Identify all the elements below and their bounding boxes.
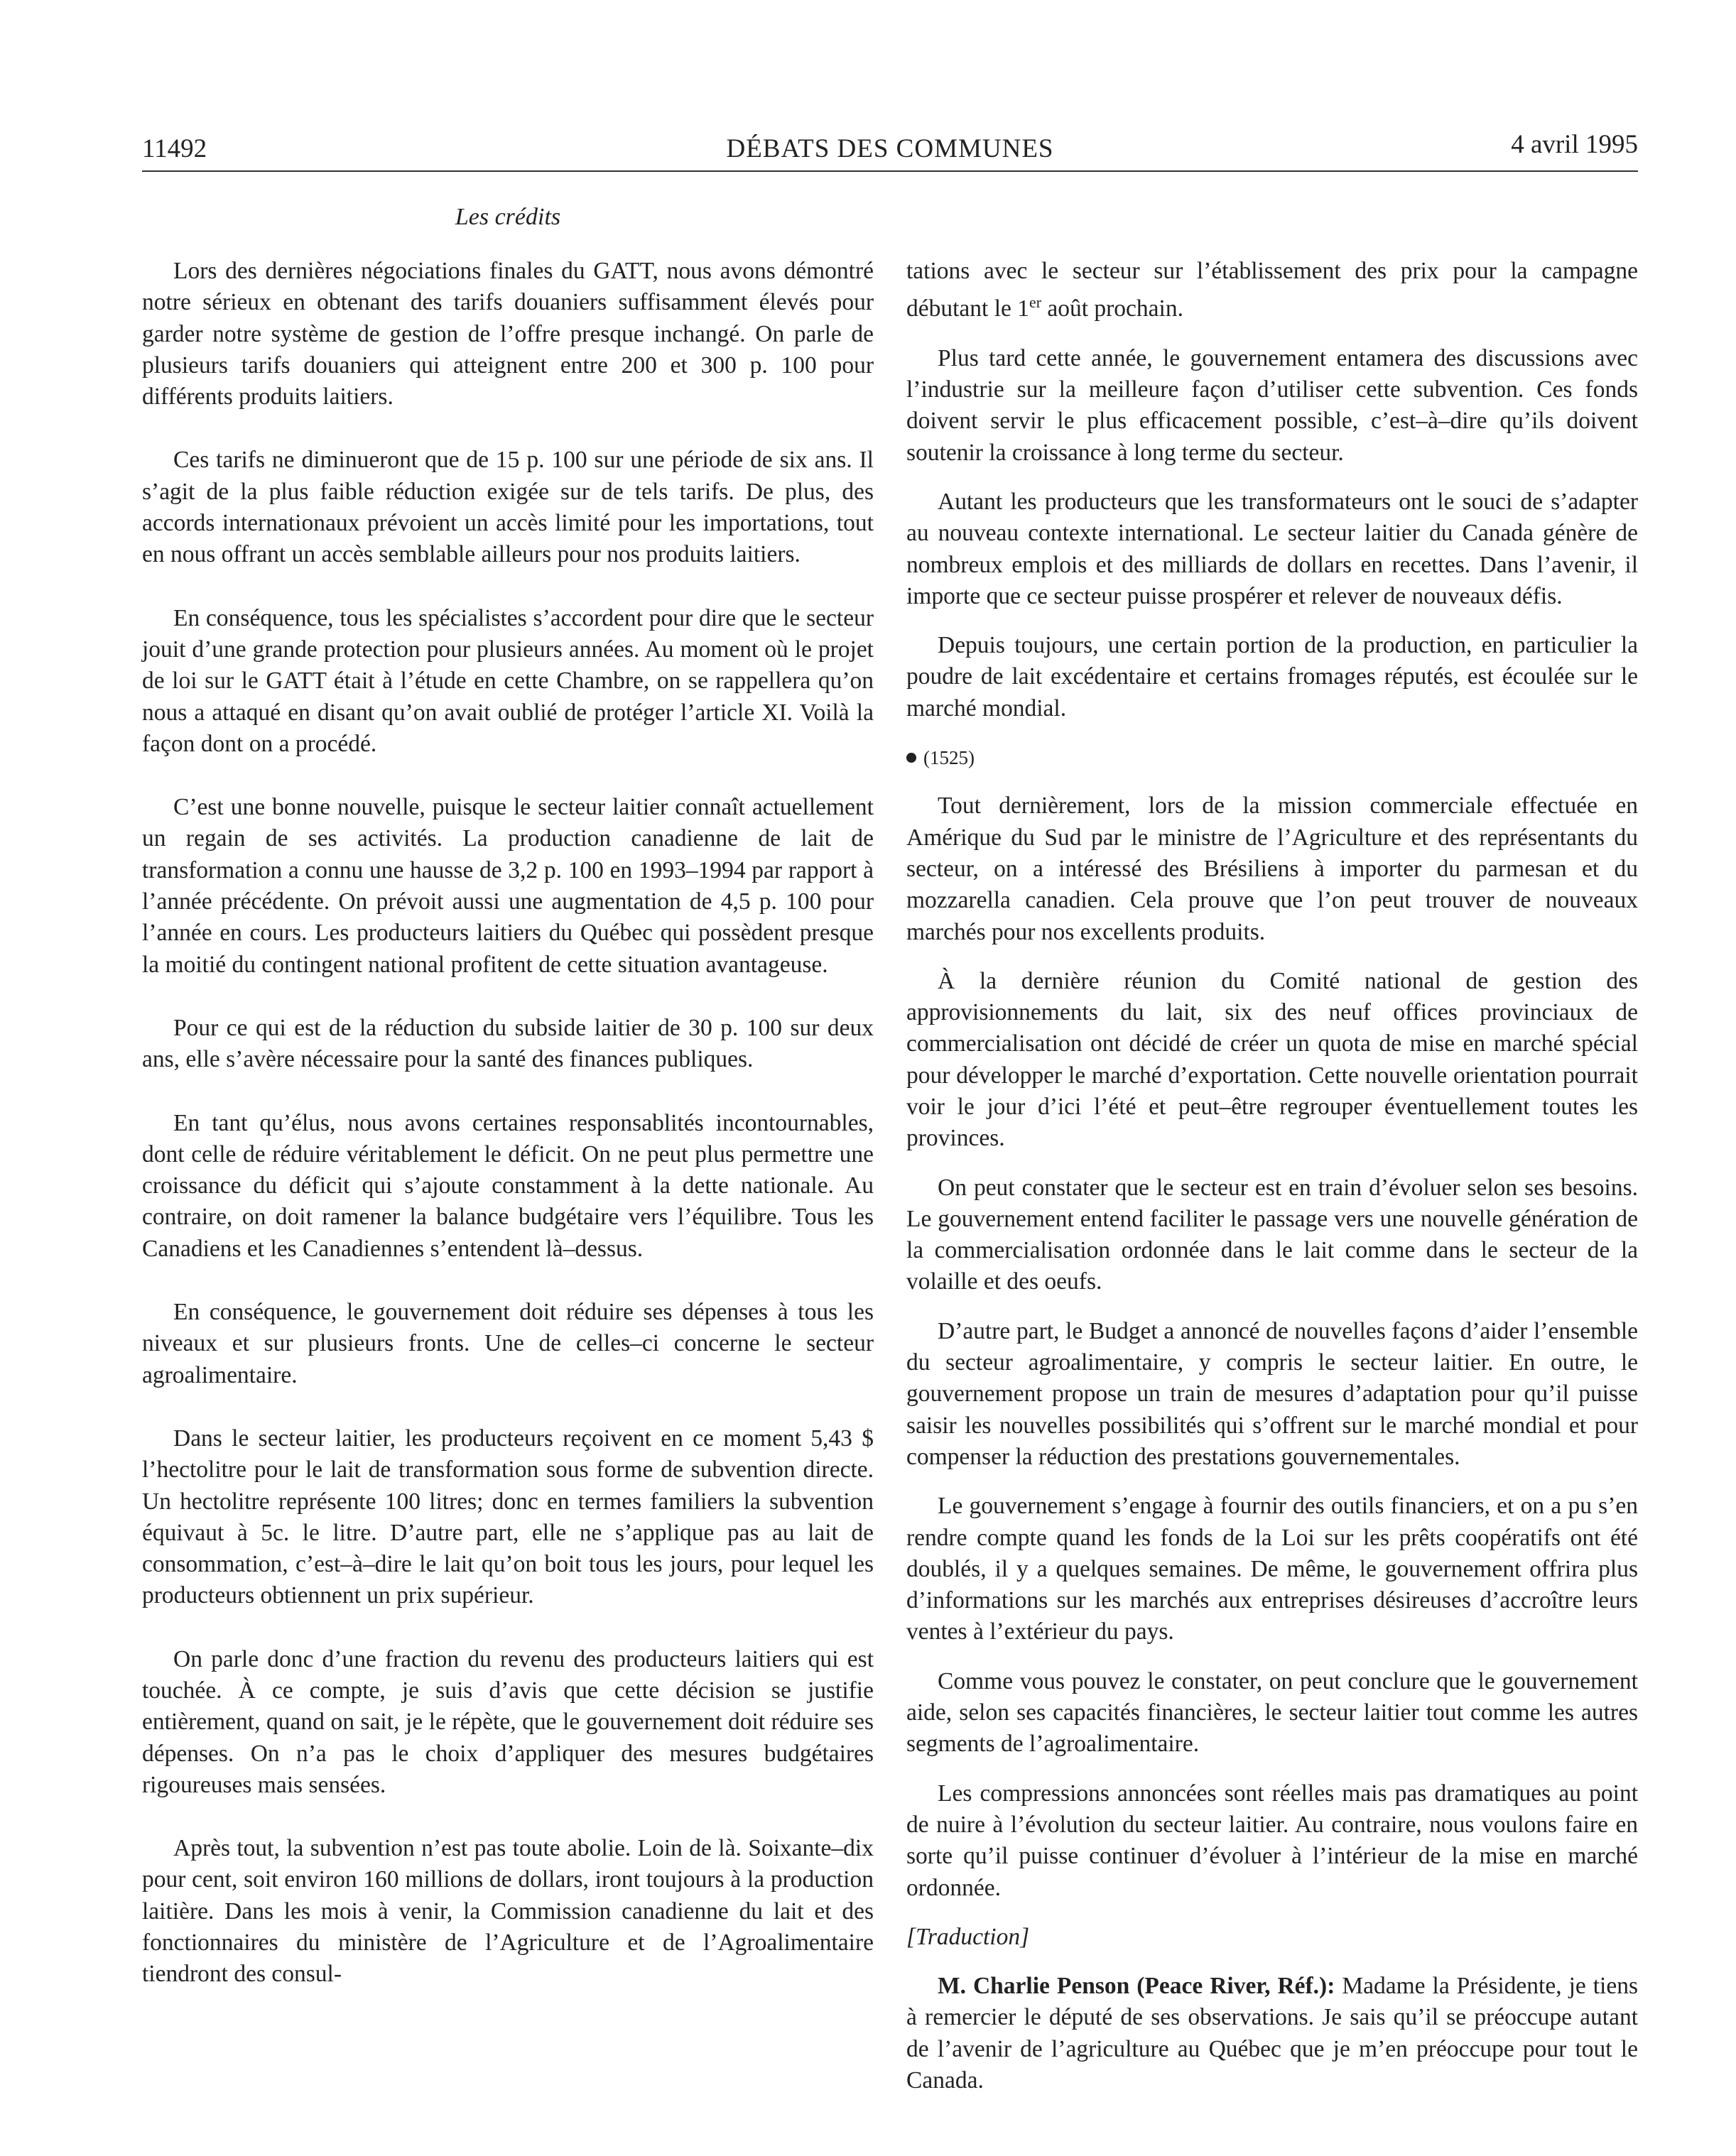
paragraph: On parle donc d’une fraction du revenu des producteurs laitiers qui est touchée. À ce compte, je suis d’avis que cette décision se justifie entièrement, quand on sait, je le répète, que le gouvernement doit réduire ses dépenses. On n’a pas le choix d’appliquer des mesures budgétaires rigoureuses mais sensées. xyxy=(142,1645,874,1798)
speech-paragraph xyxy=(906,1971,1638,2096)
section-title: Les crédits xyxy=(455,204,561,230)
paragraph: C’est une bonne nouvelle, puisque le secteur laitier connaît actuellement un regain de ses activités. La production canadienne de lait de transformation a connu une hausse de 3,2 p. 100 en 1993–1994 par rapport à l’année précédente. On prévoit aussi une augmentation de 4,5 p. 100 pour l’année en cours. Les producteurs laitiers du Québec qui possèdent presque la moitié du contingent national profitent de cette situation avantageuse. xyxy=(142,794,874,978)
continued-paragraph: tations avec le secteur sur l’établissement des prix pour la campagne débutant le 1er août prochain. xyxy=(906,258,1638,322)
paragraph: Tout dernièrement, lors de la mission commerciale effectuée en Amérique du Sud par le ministre de l’Agriculture et des représentants du secteur, on a intéressé des Brésiliens à importer du parmesan et du mozzarella canadien. Cela prouve que l’on peut trouver de nouveaux marchés pour nos excellents produits. xyxy=(906,793,1638,945)
speaker-name: M. Charlie Penson (Peace River, Réf.): xyxy=(938,1973,1335,2000)
paragraph: Comme vous pouvez le constater, on peut conclure que le gouvernement aide, selon ses capacités financières, le secteur laitier tout comme les autres segments de l’agroalimentaire. xyxy=(906,1667,1638,1758)
paragraph: Lors des dernières négociations finales du GATT, nous avons démontré notre sérieux en obtenant des tarifs douaniers suffisamment élevés pour garder notre système de gestion de l’offre presque inchangé. On parle de plusieurs tarifs douaniers qui atteignent entre 200 et 300 p. 100 pour différents produits laitiers. xyxy=(142,258,874,410)
left-column xyxy=(142,256,874,2022)
paragraph: En conséquence, tous les spécialistes s’accordent pour dire que le secteur jouit d’une grande protection pour plusieurs années. Au moment où le projet de loi sur le GATT était à l’étude en cette Chambre, on se rappellera qu’on nous a attaqué en disant qu’on avait oublié de protéger l’article XI. Voilà la façon dont on a procédé. xyxy=(142,604,874,757)
paragraph: On peut constater que le secteur est en train d’évoluer selon ses besoins. Le gouvernement entend faciliter le passage vers une nouvelle génération de la commercialisation ordonnée dans le lait comme dans le secteur de la volaille et des oeufs. xyxy=(906,1174,1638,1295)
speech-text: Madame la Présidente, je tiens à remercier le député de ses observations. Je sais qu’il se préoccupe autant de l’avenir de l’agriculture au Québec que je m’en préoccupe pour tout le Canada. xyxy=(906,1973,1638,2094)
paragraph: En tant qu’élus, nous avons certaines responsablités incontournables, dont celle de réduire véritablement le déficit. On ne peut plus permettre une croissance du déficit qui s’ajoute constamment à la dette nationale. Au contraire, on doit ramener la balance budgétaire vers l’équilibre. Tous les Canadiens et les Canadiennes s’entendent là–dessus. xyxy=(142,1109,874,1262)
paragraph: Le gouvernement s’engage à fournir des outils financiers, et on a pu s’en rendre compte quand les fonds de la Loi sur les prêts coopératifs ont été doublés, il y a quelques semaines. De même, le gouvernement offrira plus d’informations sur les marchés aux entreprises désireuses d’accroître leurs ventes à l’extérieur du pays. xyxy=(906,1493,1638,1645)
translation-note: [Traduction] xyxy=(906,1923,1030,1950)
paragraph: Après tout, la subvention n’est pas toute abolie. Loin de là. Soixante–dix pour cent, soit environ 160 millions de dollars, iront toujours à la production laitière. Dans les mois à venir, la Commission canadienne du lait et des fonctionnaires du ministère de l’Agriculture et de l’Agroalimentaire tiendront des consul- xyxy=(142,1835,874,1988)
publication-title: DÉBATS DES COMMUNES xyxy=(726,134,1054,163)
paragraph: À la dernière réunion du Comité national de gestion des approvisionnements du lait, six des neuf offices provinciaux de commercialisation ont décidé de créer un quota de mise en marché spécial pour développer le marché d’exportation. Cette nouvelle orientation pourrait voir le jour d’ici l’été et peut–être regrouper éventuellement toutes les provinces. xyxy=(906,967,1638,1152)
timestamp xyxy=(906,742,1638,773)
page-number: 11492 xyxy=(142,134,207,163)
right-column xyxy=(906,256,1638,2114)
paragraph: Plus tard cette année, le gouvernement entamera des discussions avec l’industrie sur la meilleure façon d’utiliser cette subvention. Ces fonds doivent servir le plus efficacement possible, c’est–à–dire qu’ils doivent soutenir la croissance à long terme du secteur. xyxy=(906,344,1638,466)
paragraph: Pour ce qui est de la réduction du subside laitier de 30 p. 100 sur deux ans, elle s’avère nécessaire pour la santé des finances publiques. xyxy=(142,1014,874,1073)
page-header xyxy=(142,129,1638,172)
paragraph: Autant les producteurs que les transformateurs ont le souci de s’adapter au nouveau contexte international. Le secteur laitier du Canada génère de nombreux emplois et des milliards de dollars en recettes. Dans l’avenir, il importe que ce secteur puisse prospérer et relever de nouveaux défis. xyxy=(906,488,1638,609)
paragraph: Depuis toujours, une certain portion de la production, en particulier la poudre de lait excédentaire et certains fromages réputés, est écoulée sur le marché mondial. xyxy=(906,632,1638,722)
paragraph: Dans le secteur laitier, les producteurs reçoivent en ce moment 5,43 $ l’hectolitre pour le lait de transformation sous forme de subvention directe. Un hectolitre représente 100 litres; donc en termes familiers la subvention équivaut à 5c. le litre. D’autre part, elle ne s’applique pas au lait de consommation, c’est–à–dire le lait qu’on boit tous les jours, pour lequel les producteurs obtiennent un prix supérieur. xyxy=(142,1425,874,1609)
bullet-dot-icon xyxy=(906,753,916,763)
timestamp-label: (1525) xyxy=(923,747,975,769)
paragraph: En conséquence, le gouvernement doit réduire ses dépenses à tous les niveaux et sur plusieurs fronts. Une de celles–ci concerne le secteur agroalimentaire. xyxy=(142,1299,874,1388)
paragraph: D’autre part, le Budget a annoncé de nouvelles façons d’aider l’ensemble du secteur agroalimentaire, y compris le secteur laitier. En outre, le gouvernement propose un train de mesures d’adaptation pour qu’il puisse saisir les nouvelles possibilités qui s’offrent sur le marché mondial et pour compenser la réduction des prestations gouvernementales. xyxy=(906,1317,1638,1470)
publication-date: 4 avril 1995 xyxy=(1511,130,1638,159)
paragraph: Ces tarifs ne diminueront que de 15 p. 100 sur une période de six ans. Il s’agit de la plus faible réduction exigée sur de tels tarifs. De plus, des accords internationaux prévoient un accès limité pour les importations, tout en nous offrant un accès semblable ailleurs pour nos produits laitiers. xyxy=(142,447,874,568)
paragraph: Les compressions annoncées sont réelles mais pas dramatiques au point de nuire à l’évolution du secteur laitier. Au contraire, nous voulons faire en sorte qu’il puisse continuer d’évoluer à l’intérieur de la mise en marché ordonnée. xyxy=(906,1780,1638,1901)
